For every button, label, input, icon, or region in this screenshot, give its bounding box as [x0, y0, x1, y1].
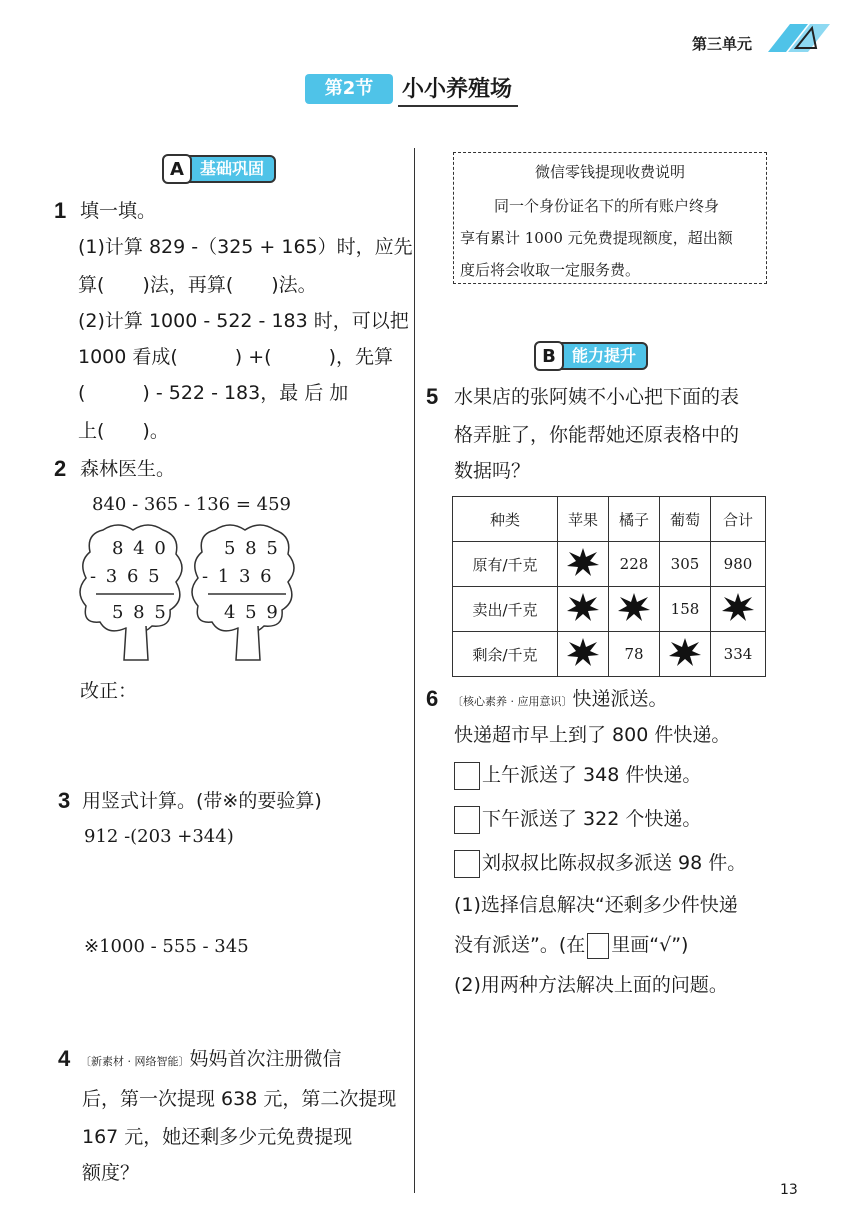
- q4-line4: 额度？: [82, 1162, 140, 1184]
- table-row: [453, 542, 766, 587]
- q6-tag: 〔核心素养 · 应用意识〕: [452, 695, 573, 708]
- q6-choice1-text: 上午派送了 348 件快递。: [482, 764, 702, 786]
- ink-smudge-icon: [566, 637, 600, 667]
- q1-number: 1: [54, 198, 67, 223]
- q5-line3: 数据吗？: [454, 460, 531, 482]
- tree-1-row2: - 3 6 5: [90, 566, 162, 587]
- badge-advanced: [534, 342, 648, 370]
- q6-choice2: [454, 800, 701, 838]
- ink-smudge-icon: [617, 592, 651, 622]
- tree-2-row3: 4 5 9: [224, 602, 280, 623]
- q6-sub2: [454, 926, 688, 964]
- section-title: 小小养殖场: [398, 72, 518, 107]
- table-row: [453, 632, 766, 677]
- table-header-row: [453, 497, 766, 542]
- q6-choice1: [454, 756, 701, 794]
- section-tag: 第2节: [305, 74, 393, 104]
- q6-choice3: [454, 844, 746, 882]
- q3-title: 用竖式计算。(带※的要验算): [82, 790, 322, 812]
- q5-line2: 格弄脏了，你能帮她还原表格中的: [454, 424, 740, 446]
- tree-1-row3: 5 8 5: [112, 602, 168, 623]
- q6-sub3: (2)用两种方法解决上面的问题。: [454, 974, 728, 996]
- ink-smudge-icon: [566, 547, 600, 577]
- q4-tag: 〔新素材 · 网络智能〕: [80, 1055, 190, 1068]
- notice-line1: 同一个身份证名下的所有账户终身: [494, 197, 720, 215]
- fruit-table: [452, 496, 766, 677]
- table-cell: 305: [660, 542, 711, 587]
- notice-title: 微信零钱提现收费说明: [534, 163, 685, 181]
- q6-title-wrap: [452, 680, 668, 721]
- table-cell: 980: [711, 542, 766, 587]
- notice-line3: 度后将会收取一定服务费。: [460, 261, 641, 279]
- table-header-cell: 合计: [711, 497, 766, 542]
- choice-checkbox-2[interactable]: [454, 806, 480, 834]
- q4-number: 4: [58, 1046, 71, 1071]
- smudged-cell: [558, 632, 609, 677]
- q6-number: 6: [426, 686, 439, 711]
- choice-checkbox-1[interactable]: [454, 762, 480, 790]
- q1-line3: (2)计算 1000 - 522 - 183 时，可以把: [78, 310, 409, 332]
- choice-checkbox-3[interactable]: [454, 850, 480, 878]
- q4-line3: 167 元，她还剩多少元免费提现: [82, 1126, 353, 1148]
- notice-line2: 享有累计 1000 元免费提现额度，超出额: [460, 229, 733, 247]
- q1-line6: 上( )。: [78, 420, 169, 442]
- table-cell: 334: [711, 632, 766, 677]
- q2-equation: 840 - 365 - 136 = 459: [92, 494, 292, 515]
- q1-line2: 算( )法，再算( )法。: [78, 274, 317, 296]
- q6-sub2-b: 里画“√”): [611, 934, 689, 956]
- smudged-cell: [609, 587, 660, 632]
- badge-b-label: 能力提升: [560, 342, 648, 370]
- tree-2-row2: - 1 3 6: [202, 566, 274, 587]
- page-number: 13: [780, 1182, 798, 1198]
- q1-line4: 1000 看成( ) +( )，先算: [78, 346, 394, 368]
- notice-box: [453, 152, 767, 284]
- q3-expr1: 912 -(203 +344): [84, 826, 234, 847]
- unit-logo-icon: [768, 22, 830, 52]
- table-header-cell: 葡萄: [660, 497, 711, 542]
- q6-choice3-text: 刘叔叔比陈叔叔多派送 98 件。: [482, 852, 747, 874]
- q4-line1-wrap: [80, 1040, 342, 1081]
- table-row: [453, 587, 766, 632]
- q6-title: 快递派送。: [572, 688, 668, 710]
- q5-line1: 水果店的张阿姨不小心把下面的表: [454, 386, 740, 408]
- column-divider: [414, 148, 415, 1193]
- badge-basic: [162, 155, 276, 183]
- q4-line2: 后，第一次提现 638 元，第二次提现: [82, 1088, 397, 1110]
- unit-label: 第三单元: [692, 35, 753, 53]
- q1-line1: (1)计算 829 -（325 + 165）时，应先: [78, 236, 413, 258]
- q1-title: 填一填。: [80, 200, 157, 222]
- smudged-cell: [660, 632, 711, 677]
- q2-title: 森林医生。: [80, 458, 176, 480]
- q2-number: 2: [54, 456, 67, 481]
- q4-line1: 妈妈首次注册微信: [189, 1048, 342, 1070]
- q2-fix-label: 改正：: [80, 680, 138, 702]
- ink-smudge-icon: [721, 592, 755, 622]
- q1-line5: ( ) - 522 - 183，最 后 加: [78, 382, 349, 404]
- badge-b-letter: B: [534, 341, 564, 371]
- ink-smudge-icon: [566, 592, 600, 622]
- inline-box-icon: [587, 933, 609, 959]
- table-cell: 158: [660, 587, 711, 632]
- q3-expr2: ※1000 - 555 - 345: [84, 936, 249, 957]
- q6-line1: 快递超市早上到了 800 件快递。: [454, 724, 731, 746]
- table-cell: 228: [609, 542, 660, 587]
- table-cell: 78: [609, 632, 660, 677]
- tree-2-row1: 5 8 5: [224, 538, 280, 559]
- table-cell: 原有/千克: [453, 542, 558, 587]
- table-header-cell: 橘子: [609, 497, 660, 542]
- ink-smudge-icon: [668, 637, 702, 667]
- q3-number: 3: [58, 788, 71, 813]
- q6-sub1: (1)选择信息解决“还剩多少件快递: [454, 894, 738, 916]
- tree-1-row1: 8 4 0: [112, 538, 168, 559]
- badge-a-label: 基础巩固: [188, 155, 276, 183]
- smudged-cell: [558, 587, 609, 632]
- smudged-cell: [711, 587, 766, 632]
- q6-choice2-text: 下午派送了 322 个快递。: [482, 808, 702, 830]
- q5-number: 5: [426, 384, 439, 409]
- table-cell: 卖出/千克: [453, 587, 558, 632]
- badge-a-letter: A: [162, 154, 192, 184]
- smudged-cell: [558, 542, 609, 587]
- table-header-cell: 种类: [453, 497, 558, 542]
- q6-sub2-a: 没有派送”。(在: [454, 934, 586, 956]
- table-cell: 剩余/千克: [453, 632, 558, 677]
- table-header-cell: 苹果: [558, 497, 609, 542]
